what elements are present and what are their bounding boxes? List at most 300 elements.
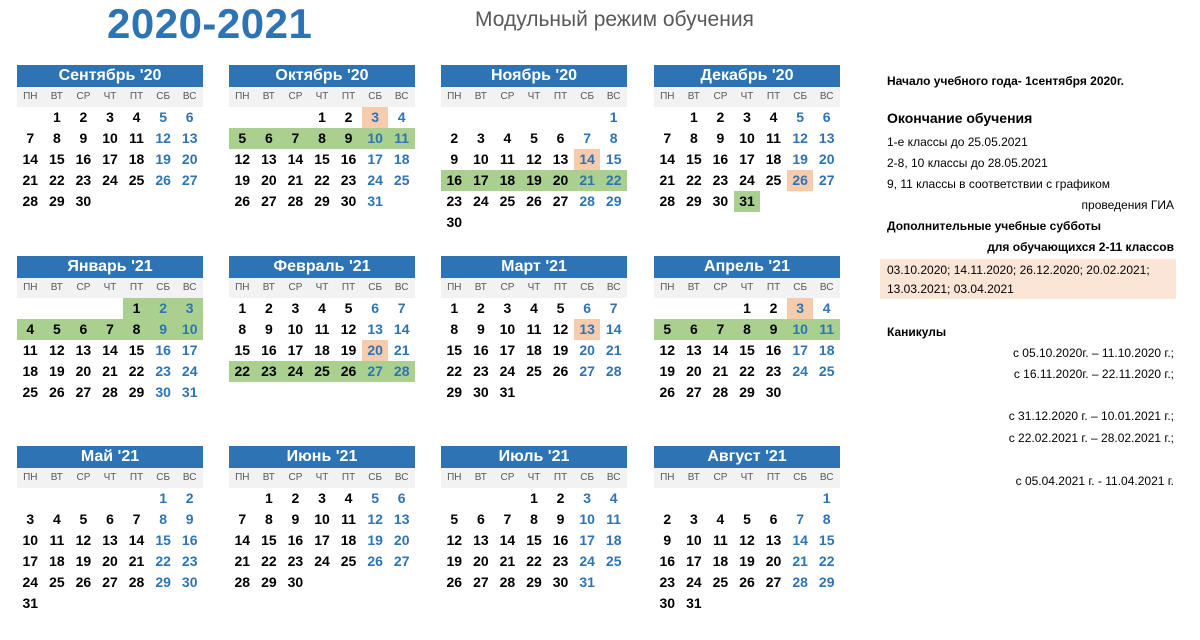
week-row bbox=[441, 340, 627, 361]
day-cell: 28 bbox=[287, 193, 304, 209]
day-cell: 28 bbox=[22, 193, 39, 209]
weekday-label: ЧТ bbox=[315, 472, 329, 483]
day-cell: 24 bbox=[181, 363, 198, 379]
day-cell: 22 bbox=[446, 363, 463, 379]
day-cell: 12 bbox=[446, 532, 463, 548]
empty-day-cell bbox=[441, 107, 468, 128]
empty-day-cell bbox=[309, 572, 336, 593]
week-row bbox=[17, 319, 203, 340]
day-cell: 19 bbox=[739, 553, 755, 569]
day-cell: 30 bbox=[659, 595, 676, 611]
day-cell: 13 bbox=[75, 342, 92, 358]
day-cell: 8 bbox=[734, 319, 761, 340]
day-cell: 21 bbox=[574, 170, 601, 191]
month-calendar bbox=[441, 65, 627, 233]
week-row bbox=[17, 170, 203, 191]
empty-day-cell bbox=[654, 298, 681, 319]
day-cell: 7 bbox=[609, 300, 618, 316]
day-cell: 22 bbox=[686, 172, 702, 188]
week-row bbox=[441, 298, 627, 319]
empty-day-cell bbox=[494, 488, 521, 509]
weekday-label: ВС bbox=[182, 282, 197, 293]
day-cell: 22 bbox=[600, 170, 627, 191]
day-cell: 6 bbox=[681, 319, 708, 340]
empty-day-cell bbox=[70, 298, 97, 319]
day-cell: 31 bbox=[499, 384, 516, 400]
day-cell: 6 bbox=[256, 128, 283, 149]
day-cell: 11 bbox=[813, 319, 840, 340]
day-cell: 26 bbox=[787, 170, 814, 191]
day-cell: 20 bbox=[473, 553, 489, 569]
day-cell: 8 bbox=[52, 130, 61, 146]
day-cell: 21 bbox=[605, 342, 622, 358]
weekday-label: СБ bbox=[368, 472, 383, 483]
weekday-label: ЧТ bbox=[103, 282, 117, 293]
day-cell: 21 bbox=[22, 172, 39, 188]
day-cell: 17 bbox=[102, 151, 118, 167]
day-cell: 7 bbox=[26, 130, 35, 146]
day-cell: 11 bbox=[388, 128, 415, 149]
day-cell: 19 bbox=[49, 363, 65, 379]
day-cell: 20 bbox=[547, 170, 574, 191]
day-cell: 31 bbox=[734, 191, 761, 212]
month-calendar bbox=[17, 446, 203, 614]
week-row bbox=[17, 361, 203, 382]
day-cell: 18 bbox=[765, 151, 782, 167]
weekday-row bbox=[654, 468, 840, 488]
day-cell: 1 bbox=[822, 490, 831, 506]
day-cell: 5 bbox=[159, 109, 168, 125]
day-cell: 3 bbox=[318, 490, 326, 506]
week-row bbox=[17, 488, 203, 509]
day-cell: 24 bbox=[686, 574, 702, 590]
day-cell: 2 bbox=[769, 300, 778, 316]
day-cell: 26 bbox=[155, 172, 171, 188]
day-cell: 5 bbox=[229, 128, 256, 149]
day-cell: 24 bbox=[473, 193, 489, 209]
week-row bbox=[17, 128, 203, 149]
day-cell: 10 bbox=[22, 532, 39, 548]
day-cell: 7 bbox=[583, 130, 592, 146]
day-cell: 23 bbox=[287, 553, 304, 569]
weekday-label: ВТ bbox=[474, 472, 487, 483]
day-cell: 14 bbox=[102, 342, 118, 358]
day-cell: 15 bbox=[526, 532, 542, 548]
day-cell: 21 bbox=[792, 553, 808, 569]
weekday-label: ПТ bbox=[341, 91, 356, 102]
day-cell: 31 bbox=[367, 193, 383, 209]
week-row bbox=[441, 509, 627, 530]
day-cell: 7 bbox=[238, 511, 247, 527]
day-cell: 15 bbox=[818, 532, 835, 548]
weekday-label: ПН bbox=[660, 282, 675, 293]
week-row bbox=[441, 361, 627, 382]
day-cell: 2 bbox=[450, 130, 459, 146]
day-cell: 14 bbox=[22, 151, 39, 167]
day-cell: 6 bbox=[106, 511, 114, 527]
day-cell: 10 bbox=[579, 511, 595, 527]
day-cell: 2 bbox=[185, 490, 194, 506]
day-cell: 30 bbox=[155, 384, 171, 400]
day-cell: 13 bbox=[686, 342, 702, 358]
day-cell: 29 bbox=[526, 574, 542, 590]
day-cell: 22 bbox=[818, 553, 835, 569]
day-cell: 4 bbox=[609, 490, 618, 506]
empty-day-cell bbox=[787, 191, 814, 212]
day-cell: 20 bbox=[686, 363, 702, 379]
day-cell: 29 bbox=[261, 574, 277, 590]
day-cell: 17 bbox=[686, 553, 702, 569]
day-cell: 3 bbox=[476, 130, 485, 146]
week-row bbox=[654, 191, 840, 212]
day-cell: 31 bbox=[22, 595, 39, 611]
day-cell: 10 bbox=[473, 151, 489, 167]
day-cell: 8 bbox=[822, 511, 831, 527]
day-cell: 30 bbox=[340, 193, 357, 209]
day-cell: 30 bbox=[552, 574, 569, 590]
day-cell: 26 bbox=[367, 553, 383, 569]
day-cell: 2 bbox=[150, 298, 177, 319]
day-cell: 8 bbox=[238, 321, 247, 337]
week-row bbox=[654, 509, 840, 530]
month-header: Январь '21 bbox=[17, 256, 203, 278]
weekday-label: СР bbox=[713, 282, 728, 293]
holiday-period-4: с 22.02.2021 г. – 28.02.2021 г.; bbox=[1008, 431, 1174, 445]
day-cell: 15 bbox=[234, 342, 251, 358]
day-cell: 23 bbox=[552, 553, 569, 569]
day-cell: 22 bbox=[155, 553, 171, 569]
day-cell: 9 bbox=[150, 319, 177, 340]
weekday-label: ВС bbox=[182, 472, 197, 483]
day-cell: 4 bbox=[530, 300, 538, 316]
day-cell: 8 bbox=[609, 130, 618, 146]
week-row bbox=[17, 593, 203, 614]
weekday-label: СР bbox=[500, 472, 515, 483]
extra-saturdays-subtitle: для обучающихся 2-11 классов bbox=[987, 240, 1174, 254]
empty-day-cell bbox=[494, 107, 521, 128]
day-cell: 1 bbox=[159, 490, 168, 506]
day-cell: 10 bbox=[787, 319, 814, 340]
day-cell: 26 bbox=[526, 193, 542, 209]
weekday-label: ПТ bbox=[341, 472, 356, 483]
month-header: Апрель '21 bbox=[654, 256, 840, 278]
day-cell: 25 bbox=[128, 172, 145, 188]
day-cell: 6 bbox=[397, 490, 406, 506]
day-cell: 13 bbox=[261, 151, 277, 167]
week-row bbox=[229, 361, 415, 382]
day-cell: 7 bbox=[707, 319, 734, 340]
weekday-label: СБ bbox=[368, 282, 383, 293]
empty-day-cell bbox=[734, 488, 761, 509]
month-header: Декабрь '20 bbox=[654, 65, 840, 87]
weekday-row bbox=[441, 278, 627, 298]
weekday-label: ПТ bbox=[766, 472, 781, 483]
weekday-label: ЧТ bbox=[527, 282, 541, 293]
week-row bbox=[229, 340, 415, 361]
weekday-label: ВС bbox=[606, 91, 621, 102]
day-cell: 3 bbox=[503, 300, 512, 316]
empty-day-cell bbox=[760, 488, 787, 509]
day-cell: 26 bbox=[49, 384, 65, 400]
day-cell: 28 bbox=[499, 574, 516, 590]
day-cell: 2 bbox=[264, 300, 273, 316]
day-cell: 18 bbox=[314, 342, 330, 358]
day-cell: 25 bbox=[309, 361, 336, 382]
weekday-label: СР bbox=[713, 472, 728, 483]
empty-day-cell bbox=[787, 382, 814, 403]
week-row bbox=[441, 149, 627, 170]
day-cell: 25 bbox=[340, 553, 357, 569]
day-cell: 30 bbox=[446, 214, 463, 230]
day-cell: 23 bbox=[256, 361, 283, 382]
day-cell: 3 bbox=[106, 109, 114, 125]
day-cell: 16 bbox=[712, 151, 729, 167]
day-cell: 25 bbox=[49, 574, 65, 590]
day-cell: 24 bbox=[314, 553, 330, 569]
day-cell: 16 bbox=[659, 553, 676, 569]
day-cell: 19 bbox=[367, 532, 383, 548]
day-cell: 3 bbox=[362, 107, 389, 128]
day-cell: 4 bbox=[132, 109, 141, 125]
day-cell: 3 bbox=[689, 511, 698, 527]
week-row bbox=[229, 509, 415, 530]
day-cell: 28 bbox=[579, 193, 595, 209]
weekday-row bbox=[654, 87, 840, 107]
empty-day-cell bbox=[574, 107, 601, 128]
empty-day-cell bbox=[17, 488, 44, 509]
week-row bbox=[229, 149, 415, 170]
day-cell: 29 bbox=[818, 574, 835, 590]
day-cell: 7 bbox=[796, 511, 805, 527]
day-cell: 9 bbox=[716, 130, 725, 146]
day-cell: 3 bbox=[787, 298, 814, 319]
weekday-label: ВС bbox=[819, 91, 834, 102]
week-row bbox=[229, 488, 415, 509]
day-cell: 14 bbox=[574, 149, 601, 170]
day-cell: 17 bbox=[499, 342, 516, 358]
day-cell: 30 bbox=[765, 384, 782, 400]
day-cell: 14 bbox=[712, 342, 729, 358]
day-cell: 5 bbox=[344, 300, 353, 316]
day-cell: 1 bbox=[689, 109, 698, 125]
week-row bbox=[229, 170, 415, 191]
day-cell: 6 bbox=[371, 300, 380, 316]
day-cell: 11 bbox=[49, 532, 65, 548]
empty-day-cell bbox=[97, 191, 124, 212]
day-cell: 27 bbox=[261, 193, 277, 209]
extra-saturdays-dates-1: 03.10.2020; 14.11.2020; 26.12.2020; 20.02.2021; bbox=[887, 263, 1150, 277]
day-cell: 3 bbox=[291, 300, 300, 316]
day-cell: 16 bbox=[340, 151, 357, 167]
day-cell: 17 bbox=[181, 342, 198, 358]
weekday-label: ЧТ bbox=[740, 472, 754, 483]
day-cell: 25 bbox=[393, 172, 410, 188]
weekday-label: ПТ bbox=[129, 472, 144, 483]
weekday-label: ЧТ bbox=[740, 91, 754, 102]
empty-day-cell bbox=[468, 488, 495, 509]
weekday-label: СР bbox=[288, 282, 303, 293]
day-cell: 2 bbox=[716, 109, 725, 125]
month-calendar bbox=[17, 65, 203, 212]
empty-day-cell bbox=[229, 107, 256, 128]
weekday-row bbox=[229, 278, 415, 298]
day-cell: 15 bbox=[128, 342, 145, 358]
weekday-label: СБ bbox=[156, 282, 171, 293]
empty-day-cell bbox=[150, 593, 177, 614]
week-row bbox=[654, 488, 840, 509]
day-cell: 30 bbox=[75, 193, 92, 209]
month-calendar bbox=[229, 256, 415, 382]
day-cell: 11 bbox=[22, 342, 38, 358]
day-cell: 11 bbox=[129, 130, 144, 146]
day-cell: 13 bbox=[765, 532, 782, 548]
empty-day-cell bbox=[681, 488, 708, 509]
week-row bbox=[654, 149, 840, 170]
week-row bbox=[17, 107, 203, 128]
day-cell: 9 bbox=[450, 151, 459, 167]
day-cell: 23 bbox=[155, 363, 171, 379]
empty-day-cell bbox=[600, 572, 627, 593]
day-cell: 10 bbox=[499, 321, 516, 337]
day-cell: 4 bbox=[397, 109, 406, 125]
day-cell: 6 bbox=[583, 300, 592, 316]
day-cell: 7 bbox=[132, 511, 141, 527]
month-header: Июнь '21 bbox=[229, 446, 415, 468]
day-cell: 28 bbox=[388, 361, 415, 382]
day-cell: 25 bbox=[818, 363, 835, 379]
holiday-period-5: с 05.04.2021 г. - 11.04.2021 г. bbox=[1015, 474, 1174, 488]
day-cell: 24 bbox=[579, 553, 595, 569]
day-cell: 15 bbox=[686, 151, 702, 167]
day-cell: 9 bbox=[291, 511, 300, 527]
day-cell: 21 bbox=[102, 363, 118, 379]
day-cell: 16 bbox=[181, 532, 198, 548]
day-cell: 30 bbox=[473, 384, 489, 400]
day-cell: 23 bbox=[765, 363, 782, 379]
day-cell: 10 bbox=[176, 319, 203, 340]
day-cell: 12 bbox=[739, 532, 755, 548]
weekday-row bbox=[17, 278, 203, 298]
end-of-studies-title: Окончание обучения bbox=[887, 110, 1033, 126]
day-cell: 27 bbox=[579, 363, 595, 379]
day-cell: 19 bbox=[446, 553, 463, 569]
empty-day-cell bbox=[547, 212, 574, 233]
day-cell: 28 bbox=[712, 384, 729, 400]
day-cell: 1 bbox=[123, 298, 150, 319]
day-cell: 24 bbox=[102, 172, 118, 188]
day-cell: 10 bbox=[362, 128, 389, 149]
day-cell: 19 bbox=[340, 342, 357, 358]
day-cell: 22 bbox=[229, 361, 256, 382]
month-calendar bbox=[654, 256, 840, 403]
day-cell: 27 bbox=[362, 361, 389, 382]
empty-day-cell bbox=[97, 488, 124, 509]
weekday-label: ВС bbox=[394, 282, 409, 293]
day-cell: 1 bbox=[238, 300, 247, 316]
day-cell: 25 bbox=[22, 384, 39, 400]
weekday-label: ВТ bbox=[474, 282, 487, 293]
weekday-row bbox=[441, 468, 627, 488]
empty-day-cell bbox=[600, 382, 627, 403]
weekday-label: СР bbox=[288, 91, 303, 102]
day-cell: 14 bbox=[287, 151, 304, 167]
day-cell: 29 bbox=[314, 193, 330, 209]
day-cell: 29 bbox=[686, 193, 702, 209]
day-cell: 12 bbox=[367, 511, 383, 527]
week-row bbox=[654, 128, 840, 149]
weekday-label: ПН bbox=[235, 91, 250, 102]
day-cell: 7 bbox=[282, 128, 309, 149]
weekday-label: ПН bbox=[23, 282, 38, 293]
day-cell: 28 bbox=[659, 193, 676, 209]
day-cell: 11 bbox=[314, 321, 330, 337]
weekday-label: СР bbox=[500, 91, 515, 102]
empty-day-cell bbox=[813, 593, 840, 614]
day-cell: 19 bbox=[659, 363, 676, 379]
empty-day-cell bbox=[600, 212, 627, 233]
week-row bbox=[17, 509, 203, 530]
day-cell: 10 bbox=[314, 511, 330, 527]
weekday-label: ПТ bbox=[766, 91, 781, 102]
day-cell: 4 bbox=[17, 319, 44, 340]
day-cell: 9 bbox=[79, 130, 88, 146]
day-cell: 23 bbox=[181, 553, 198, 569]
week-row bbox=[17, 530, 203, 551]
day-cell: 19 bbox=[792, 151, 808, 167]
day-cell: 13 bbox=[552, 151, 569, 167]
day-cell: 24 bbox=[282, 361, 309, 382]
day-cell: 11 bbox=[526, 321, 542, 337]
day-cell: 22 bbox=[739, 363, 755, 379]
day-cell: 1 bbox=[52, 109, 61, 125]
weekday-label: ПН bbox=[23, 472, 38, 483]
day-cell: 17 bbox=[579, 532, 595, 548]
weekday-label: ЧТ bbox=[527, 91, 541, 102]
empty-day-cell bbox=[654, 488, 681, 509]
day-cell: 17 bbox=[314, 532, 330, 548]
weekday-row bbox=[17, 87, 203, 107]
day-cell: 20 bbox=[75, 363, 92, 379]
day-cell: 23 bbox=[473, 363, 489, 379]
week-row bbox=[654, 551, 840, 572]
day-cell: 11 bbox=[341, 511, 356, 527]
day-cell: 23 bbox=[659, 574, 676, 590]
day-cell: 30 bbox=[287, 574, 304, 590]
weekday-label: ВТ bbox=[50, 472, 63, 483]
weekday-label: ПН bbox=[235, 472, 250, 483]
day-cell: 18 bbox=[818, 342, 835, 358]
empty-day-cell bbox=[388, 572, 415, 593]
day-cell: 6 bbox=[769, 511, 778, 527]
empty-day-cell bbox=[17, 107, 44, 128]
weekday-label: ПТ bbox=[129, 282, 144, 293]
empty-day-cell bbox=[176, 593, 203, 614]
empty-day-cell bbox=[574, 382, 601, 403]
day-cell: 12 bbox=[659, 342, 676, 358]
day-cell: 26 bbox=[234, 193, 251, 209]
week-row bbox=[441, 382, 627, 403]
day-cell: 7 bbox=[663, 130, 672, 146]
day-cell: 12 bbox=[552, 321, 569, 337]
weekday-label: ВС bbox=[394, 472, 409, 483]
day-cell: 25 bbox=[712, 574, 729, 590]
empty-day-cell bbox=[229, 488, 256, 509]
week-row bbox=[441, 572, 627, 593]
day-cell: 18 bbox=[526, 342, 542, 358]
day-cell: 20 bbox=[261, 172, 277, 188]
week-row bbox=[229, 191, 415, 212]
day-cell: 2 bbox=[476, 300, 485, 316]
